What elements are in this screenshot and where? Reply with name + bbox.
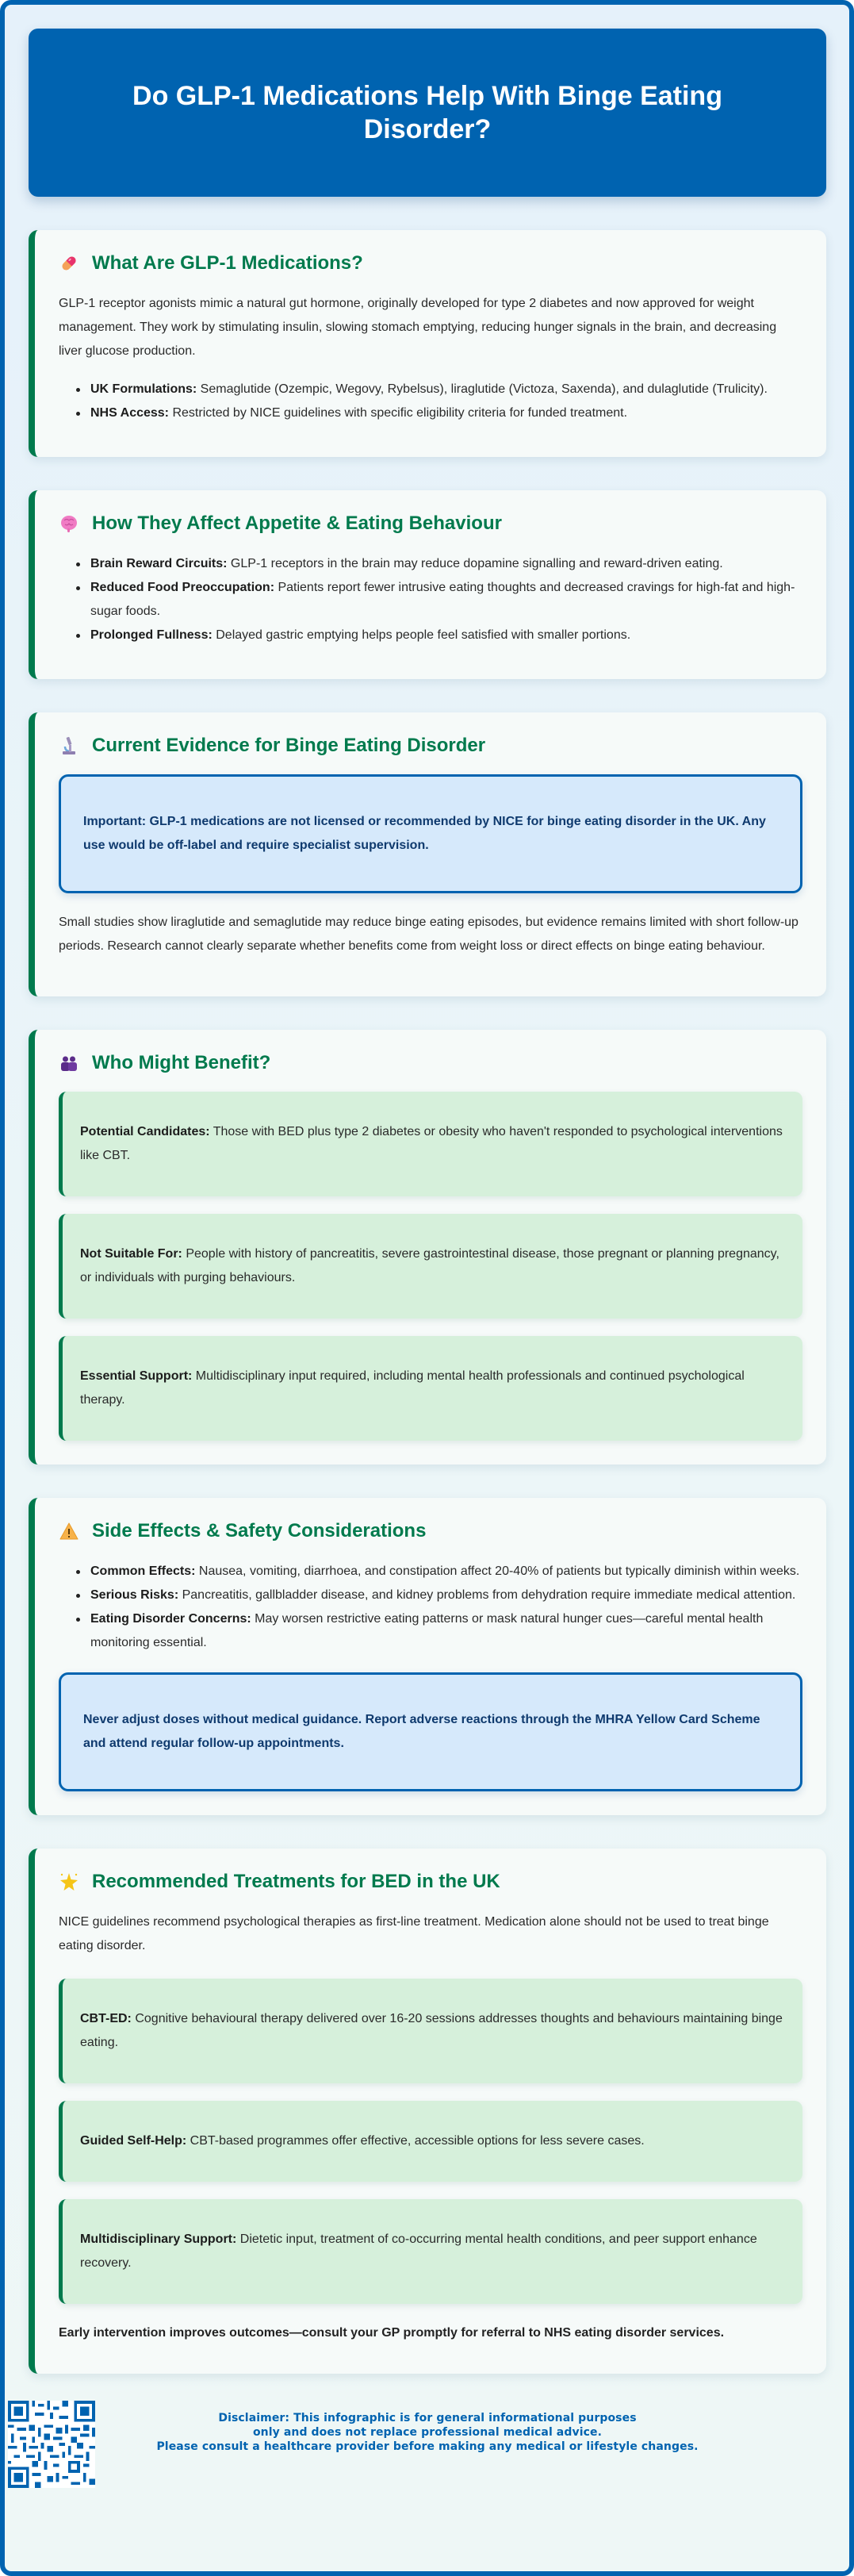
bullet-list: [59, 378, 802, 425]
section-body: Small studies show liraglutide and semaglutide may reduce binge eating episodes, but evidence remains limited with short follow-up periods. Research cannot clearly separate whether benefits come from weight loss or direct effects on binge eating behaviour.: [59, 916, 798, 953]
section-title: How They Affect Appetite & Eating Behaviour: [92, 513, 502, 534]
info-card-body: People with history of pancreatitis, severe gastrointestinal disease, those pregnant or planning pregnancy, or individuals with purging behaviours.: [80, 1247, 779, 1284]
list-item: [75, 576, 802, 624]
bullet-text: Nausea, vomiting, diarrhoea, and constipation affect 20-40% of patients but typically diminish within weeks.: [195, 1564, 800, 1578]
info-card-body: Those with BED plus type 2 diabetes or obesity who haven't responded to psychological interventions like CBT.: [80, 1125, 783, 1162]
list-item: [75, 552, 802, 576]
section-heading: [59, 735, 802, 757]
bullet-lead: UK Formulations:: [90, 382, 197, 396]
microscope-icon: [59, 735, 79, 756]
section-side-effects: [29, 1498, 826, 1815]
safety-notice: [59, 1672, 802, 1791]
notice-text: [83, 810, 778, 858]
section-heading: [59, 252, 802, 274]
bullet-lead: Serious Risks:: [90, 1588, 179, 1602]
section-appetite-behaviour: [29, 490, 826, 679]
section-current-evidence: [29, 712, 826, 996]
disclaimer: [156, 2411, 698, 2454]
sparkle-star-icon: [59, 1872, 79, 1892]
section-title: Recommended Treatments for BED in the UK: [92, 1871, 500, 1892]
bullet-list: [59, 1560, 802, 1655]
treatment-card-guided-self-help: [59, 2101, 802, 2182]
info-card-lead: Essential Support:: [80, 1369, 193, 1383]
treatment-card-lead: Guided Self-Help:: [80, 2134, 187, 2148]
section-title: What Are GLP-1 Medications?: [92, 252, 363, 274]
treatment-card-text: [80, 2228, 785, 2275]
bullet-text: Semaglutide (Ozempic, Wegovy, Rybelsus), liraglutide (Victoza, Saxenda), and dulaglutide (Trulicity).: [197, 382, 768, 396]
info-card-lead: Potential Candidates:: [80, 1125, 210, 1138]
list-item: [75, 1584, 802, 1607]
section-intro: GLP-1 receptor agonists mimic a natural gut hormone, originally developed for type 2 diabetes and now approved for weight management. They work by stimulating insulin, slowing stomach emptying, reducing hunger signals in the brain, and decreasing liver glucose production.: [59, 297, 777, 358]
warning-icon: [59, 1521, 79, 1541]
bullet-text: Patients report fewer intrusive eating thoughts and decreased cravings for high-fat and high-sugar foods.: [90, 581, 795, 618]
treatment-card-text: [80, 2007, 785, 2055]
info-card-text: [80, 1120, 785, 1168]
qr-code-icon[interactable]: [8, 2401, 95, 2488]
treatment-card-multidisciplinary: [59, 2199, 802, 2304]
bullet-text: Pancreatitis, gallbladder disease, and kidney problems from dehydration require immediate medical attention.: [178, 1588, 796, 1602]
list-item: [75, 378, 802, 401]
treatment-card-body: Dietetic input, treatment of co-occurring mental health conditions, and peer support enhance recovery.: [80, 2232, 757, 2270]
closing-advice: Early intervention improves outcomes—consult your GP promptly for referral to NHS eating disorder services.: [59, 2326, 725, 2340]
disclaimer-text: This infographic is for general informational purposes: [289, 2412, 637, 2424]
section-title: Who Might Benefit?: [92, 1052, 271, 1073]
pill-icon: [59, 253, 79, 274]
treatment-card-lead: Multidisciplinary Support:: [80, 2232, 237, 2246]
disclaimer-line-3: Please consult a healthcare provider before making any medical or lifestyle changes.: [156, 2440, 699, 2453]
section-intro: NICE guidelines recommend psychological therapies as first-line treatment. Medication alone should not be used to treat binge eating disorder.: [59, 1915, 769, 1952]
list-item: [75, 401, 802, 425]
disclaimer-lead: Disclaimer:: [218, 2412, 290, 2424]
info-card-lead: Not Suitable For:: [80, 1247, 182, 1261]
treatment-card-text: [80, 2129, 785, 2153]
info-card-essential-support: [59, 1336, 802, 1441]
disclaimer-line-1: [156, 2411, 698, 2425]
info-card-candidates: [59, 1092, 802, 1196]
section-heading: [59, 1520, 802, 1542]
people-icon: [59, 1053, 79, 1073]
section-what-are-glp1: [29, 230, 826, 457]
bullet-lead: Brain Reward Circuits:: [90, 557, 228, 570]
list-item: [75, 624, 802, 647]
bullet-lead: Reduced Food Preoccupation:: [90, 581, 275, 594]
info-card-text: [80, 1365, 785, 1412]
bullet-text: GLP-1 receptors in the brain may reduce dopamine signalling and reward-driven eating.: [227, 557, 723, 570]
brain-icon: [59, 513, 79, 534]
section-title: Side Effects & Safety Considerations: [92, 1520, 427, 1541]
info-card-text: [80, 1242, 785, 1290]
bullet-text: Restricted by NICE guidelines with specific eligibility criteria for funded treatment.: [169, 406, 628, 420]
section-heading: [59, 1052, 802, 1074]
treatment-card-body: CBT-based programmes offer effective, accessible options for less severe cases.: [186, 2134, 645, 2148]
page-header: [29, 29, 826, 197]
bullet-text: May worsen restrictive eating patterns or mask natural hunger cues—careful mental health monitoring essential.: [90, 1612, 764, 1649]
bullet-lead: Eating Disorder Concerns:: [90, 1612, 251, 1626]
section-heading: [59, 1871, 802, 1893]
page-title: Do GLP-1 Medications Help With Binge Eating Disorder?: [132, 81, 722, 144]
disclaimer-line-2: only and does not replace professional medical advice.: [252, 2426, 603, 2439]
bullet-lead: Common Effects:: [90, 1564, 196, 1578]
list-item: [75, 1607, 802, 1655]
section-who-might-benefit: [29, 1030, 826, 1465]
important-notice: [59, 774, 802, 893]
list-item: [75, 1560, 802, 1584]
notice-body: GLP-1 medications are not licensed or recommended by NICE for binge eating disorder in the UK. Any use would be off-label and require specialist supervision.: [83, 815, 766, 852]
info-card-not-suitable: [59, 1214, 802, 1319]
bullet-lead: NHS Access:: [90, 406, 170, 420]
notice-text: Never adjust doses without medical guidance. Report adverse reactions through the MHRA Yellow Card Scheme and attend regular follow-up appointments.: [83, 1713, 760, 1750]
treatment-card-lead: CBT-ED:: [80, 2012, 132, 2025]
info-card-body: Multidisciplinary input required, including mental health professionals and continued psychological therapy.: [80, 1369, 745, 1407]
bullet-text: Delayed gastric emptying helps people feel satisfied with smaller portions.: [212, 628, 631, 642]
bullet-lead: Prolonged Fullness:: [90, 628, 213, 642]
treatment-card-cbt-ed: [59, 1979, 802, 2083]
treatment-card-body: Cognitive behavioural therapy delivered over 16-20 sessions addresses thoughts and behaviours maintaining binge eating.: [80, 2012, 783, 2049]
footer: [29, 2374, 826, 2485]
section-recommended-treatments: [29, 1849, 826, 2374]
section-heading: [59, 513, 802, 535]
bullet-list: [59, 552, 802, 647]
notice-lead: Important:: [83, 815, 147, 828]
section-title: Current Evidence for Binge Eating Disorder: [92, 735, 486, 756]
